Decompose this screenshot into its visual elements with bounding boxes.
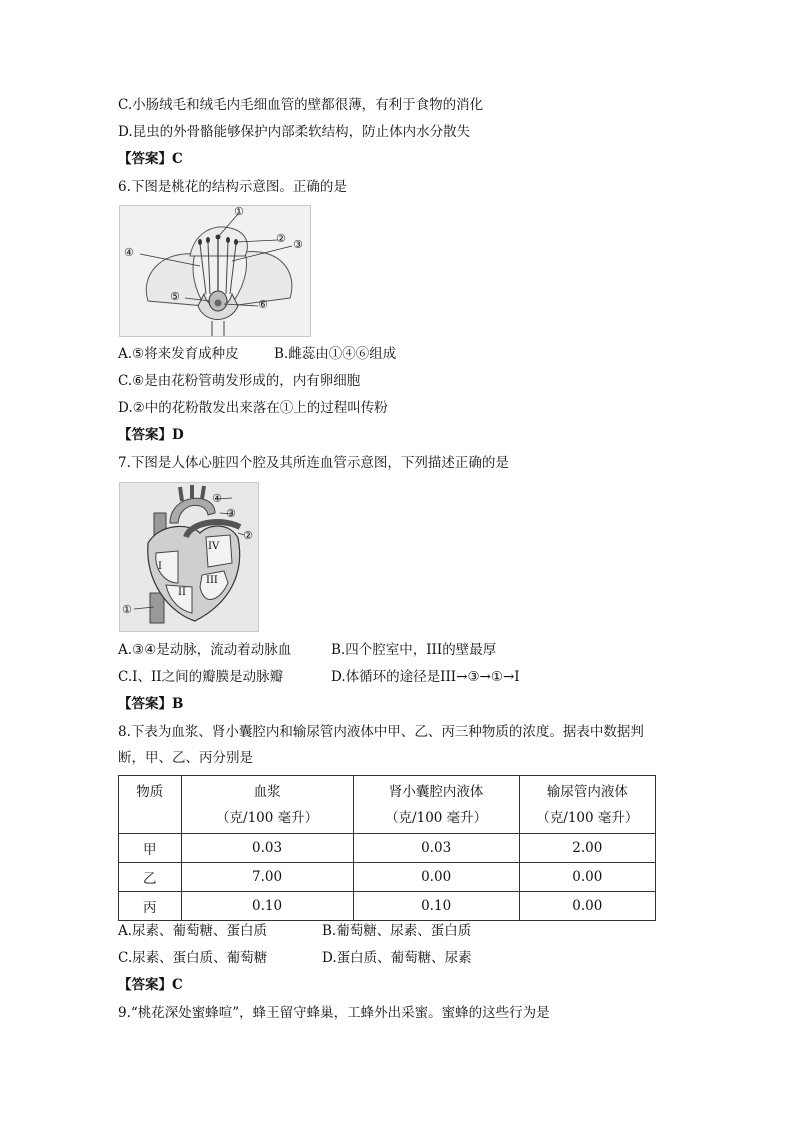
flower-label-2: ② bbox=[276, 232, 286, 245]
table-cell: 0.00 bbox=[519, 863, 655, 892]
header-capsule-fluid: 肾小囊腔内液体 bbox=[388, 784, 484, 800]
q7-option-d: D.体循环的途径是III→③→①→I bbox=[331, 669, 520, 685]
table-header-row bbox=[119, 776, 656, 834]
table-cell: 2.00 bbox=[519, 834, 655, 863]
table-cell: 0.00 bbox=[519, 892, 655, 921]
table-header-cell bbox=[181, 776, 353, 834]
q7-answer: 【答案】B bbox=[118, 696, 184, 712]
heart-chamber-ii: II bbox=[178, 587, 186, 598]
table-header-cell bbox=[519, 776, 655, 834]
q5-option-c: C.小肠绒毛和绒毛内毛细血管的壁都很薄，有利于食物的消化 bbox=[118, 97, 484, 113]
q8-stem-line1: 8.下表为血浆、肾小囊腔内和输尿管内液体中甲、乙、丙三种物质的浓度。据表中数据判 bbox=[118, 724, 644, 740]
heart-chamber-i: I bbox=[158, 561, 162, 572]
table-cell: 0.03 bbox=[353, 834, 519, 863]
flower-label-5: ⑤ bbox=[170, 290, 180, 303]
peach-flower-diagram bbox=[119, 205, 311, 337]
q6-option-d: D.②中的花粉散发出来落在①上的过程叫传粉 bbox=[118, 400, 388, 416]
flower-label-3: ③ bbox=[293, 238, 303, 251]
q6-option-a: A.⑤将来发育成种皮 bbox=[118, 346, 239, 362]
table-cell: 丙 bbox=[119, 892, 182, 921]
heart-drawing bbox=[120, 483, 258, 631]
table-cell: 0.10 bbox=[181, 892, 353, 921]
table-header-cell bbox=[119, 776, 182, 834]
q9-stem: 9.“桃花深处蜜蜂喧”，蜂王留守蜂巢，工蜂外出采蜜。蜜蜂的这些行为是 bbox=[118, 1005, 550, 1021]
table-cell: 0.00 bbox=[353, 863, 519, 892]
q5-option-d: D.昆虫的外骨骼能够保护内部柔软结构，防止体内水分散失 bbox=[118, 124, 471, 140]
table-row bbox=[119, 863, 656, 892]
header-substance: 物质 bbox=[136, 784, 164, 800]
q7-option-a: A.③④是动脉，流动着动脉血 bbox=[118, 642, 292, 658]
q7-stem: 7.下图是人体心脏四个腔及其所连血管示意图，下列描述正确的是 bbox=[118, 455, 509, 471]
heart-label-3: ③ bbox=[226, 507, 236, 520]
q6-stem: 6.下图是桃花的结构示意图。正确的是 bbox=[118, 179, 347, 195]
q8-option-a: A.尿素、葡萄糖、蛋白质 bbox=[118, 923, 268, 939]
header-ureter-unit: （克/100 毫升） bbox=[536, 810, 639, 826]
peach-flower-drawing bbox=[120, 206, 310, 336]
flower-label-4: ④ bbox=[124, 246, 134, 259]
q8-option-c: C.尿素、蛋白质、葡萄糖 bbox=[118, 950, 268, 966]
table-cell: 7.00 bbox=[181, 863, 353, 892]
heart-chamber-iv: IV bbox=[208, 541, 220, 552]
q7-option-b: B.四个腔室中，III的壁最厚 bbox=[331, 642, 497, 658]
q6-answer: 【答案】D bbox=[118, 427, 184, 443]
concentration-table bbox=[118, 775, 656, 921]
q6-option-c: C.⑥是由花粉管萌发形成的，内有卵细胞 bbox=[118, 373, 361, 389]
heart-label-2: ② bbox=[243, 529, 253, 542]
flower-label-1: ① bbox=[234, 205, 244, 218]
q6-option-b: B.雌蕊由①④⑥组成 bbox=[274, 346, 397, 362]
table-cell: 0.10 bbox=[353, 892, 519, 921]
table-row bbox=[119, 892, 656, 921]
header-capsule-unit: （克/100 毫升） bbox=[385, 810, 488, 826]
table-cell: 乙 bbox=[119, 863, 182, 892]
q8-answer: 【答案】C bbox=[118, 977, 183, 993]
heart-chamber-iii: III bbox=[206, 575, 218, 586]
q8-stem-line2: 断，甲、乙、丙分别是 bbox=[118, 750, 253, 766]
table-row bbox=[119, 834, 656, 863]
q7-option-c: C.I、II之间的瓣膜是动脉瓣 bbox=[118, 669, 284, 685]
header-plasma-unit: （克/100 毫升） bbox=[216, 810, 319, 826]
q5-answer: 【答案】C bbox=[118, 151, 183, 167]
heart-label-1: ① bbox=[122, 603, 132, 616]
q8-option-d: D.蛋白质、葡萄糖、尿素 bbox=[322, 950, 472, 966]
q8-option-b: B.葡萄糖、尿素、蛋白质 bbox=[322, 923, 472, 939]
header-plasma: 血浆 bbox=[253, 784, 281, 800]
heart-label-4: ④ bbox=[212, 492, 222, 505]
heart-diagram bbox=[119, 482, 259, 632]
table-cell: 0.03 bbox=[181, 834, 353, 863]
table-cell: 甲 bbox=[119, 834, 182, 863]
header-ureter-fluid: 输尿管内液体 bbox=[546, 784, 628, 800]
table-header-cell bbox=[353, 776, 519, 834]
flower-label-6: ⑥ bbox=[258, 298, 268, 311]
